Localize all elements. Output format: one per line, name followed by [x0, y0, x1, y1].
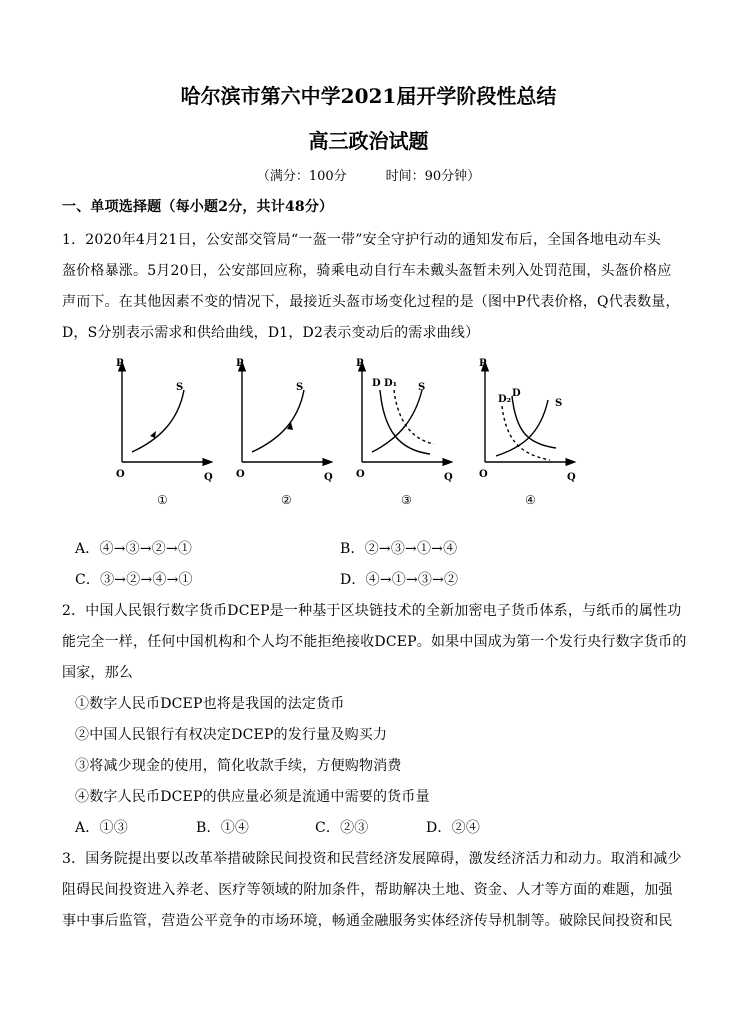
q1-line: 1．2020年4月21日，公安部交管局“一盔一带”安全守护行动的通知发布后，全国各地电动车头 — [62, 232, 661, 248]
axis-p-label: P — [479, 358, 487, 369]
q1-option-a: A．④→③→②→① — [75, 541, 193, 557]
q2-item: ③将减少现金的使用，简化收款手续，方便购物消费 — [75, 758, 402, 774]
q3-line: 阻碍民间投资进入养老、医疗等领域的附加条件，帮助解决土地、资金、人才等方面的难题，加强 — [62, 882, 673, 898]
section-heading: 一、单项选择题（每小题2分，共计48分） — [62, 199, 334, 215]
q2-option-a: A．①③ — [75, 820, 128, 836]
supply-curve — [132, 390, 184, 452]
graph-1 — [116, 358, 213, 507]
origin-label: O — [236, 469, 245, 480]
page-title: 哈尔滨市第六中学2021届开学阶段性总结 — [180, 84, 557, 108]
q2-line: 2．中国人民银行数字货币DCEP是一种基于区块链技术的全新加密电子货币体系，与纸币的属性功 — [62, 603, 682, 619]
axis-p-label: P — [356, 358, 364, 369]
origin-label: O — [356, 469, 365, 480]
d-label: D — [372, 378, 381, 389]
s-label: S — [555, 398, 563, 409]
axis-q-label: Q — [567, 472, 576, 483]
graph-caption: ③ — [401, 493, 412, 507]
q1-option-b: B．②→③→①→④ — [340, 541, 458, 557]
q1-option-d: D．④→①→③→② — [340, 572, 459, 588]
q3-line: 事中事后监管，营造公平竞争的市场环境，畅通金融服务实体经济传导机制等。破除民间投资和民 — [62, 913, 673, 929]
q1-line: 声而下。在其他因素不变的情况下，最接近头盔市场变化过程的是（图中P代表价格，Q代表数量， — [62, 294, 680, 310]
demand-curve-d2 — [502, 406, 550, 460]
graph-caption: ② — [281, 493, 292, 507]
axis-q-label: Q — [324, 472, 333, 483]
graph-4 — [479, 358, 576, 507]
q3-line: 3．国务院提出要以改革举措破除民间投资和民营经济发展障碍，激发经济活力和动力。取消和减少 — [62, 851, 682, 867]
s-label: S — [296, 382, 304, 393]
graph-caption: ① — [157, 493, 168, 507]
s-label: S — [176, 382, 184, 393]
axis-q-label: Q — [204, 472, 213, 483]
page-subtitle: 高三政治试题 — [308, 129, 429, 153]
supply-curve — [252, 390, 304, 452]
origin-label: O — [479, 469, 488, 480]
supply-curve — [496, 400, 548, 456]
demand-curve-d — [380, 390, 430, 454]
demand-curve-d1 — [394, 390, 434, 444]
supply-curve — [372, 390, 422, 452]
q2-item: ④数字人民币DCEP的供应量必须是流通中需要的货币量 — [75, 789, 430, 805]
demand-curve-d — [512, 396, 556, 448]
graph-2 — [236, 358, 333, 507]
origin-label: O — [116, 469, 125, 480]
q2-line: 能完全一样，任何中国机构和个人均不能拒绝接收DCEP。如果中国成为第一个发行央行数字货币的 — [62, 634, 687, 650]
q2-line: 国家，那么 — [62, 665, 133, 681]
q2-option-c: C．②③ — [315, 820, 369, 836]
axis-p-label: P — [236, 358, 244, 369]
q1-line: 盔价格暴涨。5月20日，公安部回应称，骑乘电动自行车未戴头盔暂未列入处罚范围，头盔价格应 — [62, 263, 672, 279]
q2-option-d: D．②④ — [426, 820, 481, 836]
q1-option-c: C．③→②→④→① — [75, 572, 193, 588]
q1-line: D，S分别表示需求和供给曲线，D1，D2表示变动后的需求曲线） — [62, 325, 480, 341]
d2-label: D₂ — [498, 394, 512, 405]
s-label: S — [418, 382, 426, 393]
graph-caption: ④ — [525, 493, 536, 507]
q2-item: ①数字人民币DCEP也将是我国的法定货币 — [75, 696, 345, 712]
d-label: D — [512, 388, 521, 399]
q2-item: ②中国人民银行有权决定DCEP的发行量及购买力 — [75, 727, 388, 743]
q2-option-b: B．①④ — [196, 820, 250, 836]
q1-figure — [100, 352, 600, 512]
graph-3 — [356, 358, 453, 507]
axis-p-label: P — [116, 358, 124, 369]
exam-meta: （满分：100分 时间：90分钟） — [256, 169, 481, 184]
d1-label: D₁ — [384, 378, 398, 389]
axis-q-label: Q — [444, 472, 453, 483]
